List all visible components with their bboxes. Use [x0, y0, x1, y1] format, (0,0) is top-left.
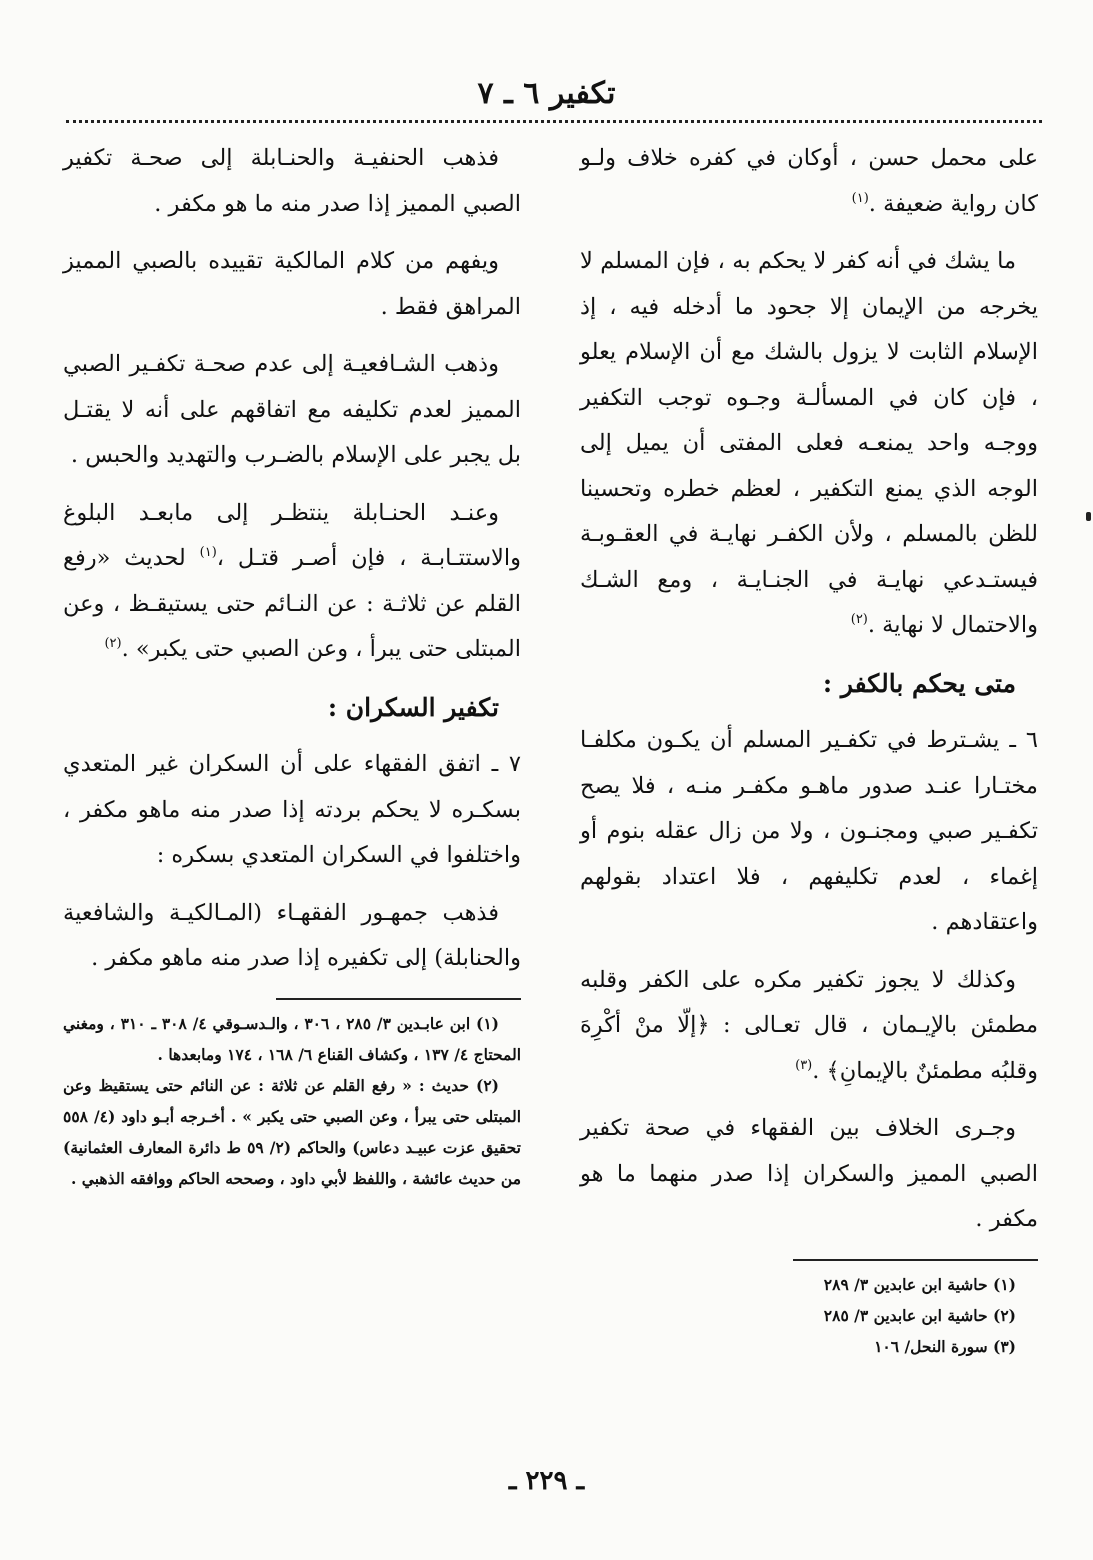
scan-edge-mark [1086, 512, 1091, 521]
footnote-ref: (٣) [795, 1057, 813, 1073]
left-column [63, 136, 521, 1194]
footnote-ref: (٢) [104, 636, 122, 651]
footnote: (٢) حديث : « رفع القلم عن ثلاثة : عن النائم حتى يستقيظ وعن المبتلى حتى يبرأ ، وعن الصبي حتى يكبر » . أخـرجه أبـو داود (٤/ ٥٥٨ تحقيق عزت عبيـد دعاس) والحاكم (٢/ ٥٩ ط دائرة المعارف العثمانية) من حديث عائشة ، واللفظ لأبي داود ، وصححه الحاكم ووافقه الذهبي . [63, 1075, 521, 1188]
footnote: (١) حاشية ابن عابدين ٣/ ٢٨٩ [823, 1274, 1016, 1294]
page-number: ـ ٢٢٩ ـ [508, 1466, 585, 1496]
paragraph: على محمل حسن ، أوكان في كفره خلاف ولـو كان رواية ضعيفة .$^{(١)}$ [580, 145, 1038, 217]
header-dotted-rule [66, 120, 1042, 123]
footnote: (٣) سورة النحل/ ١٠٦ [874, 1336, 1016, 1356]
paragraph: ويفهم من كلام المالكية تقييده بالصبي المميز المراهق فقط . [63, 248, 521, 320]
right-column [580, 136, 1038, 1362]
footnote-ref: (١) [199, 545, 217, 560]
footnote-divider [793, 1259, 1038, 1261]
paragraph: فذهب جمهـور الفقهـاء (المـالكيـة والشافعية والحنابلة) إلى تكفيره إذا صدر منه ماهو مكفر . [63, 899, 521, 971]
paragraph: فذهب الحنفيـة والحنـابلة إلى صحـة تكفير الصبي المميز إذا صدر منه ما هو مكفر . [63, 145, 521, 217]
paragraph: وعنـد الحنـابلة ينتظـر إلى مابعـد البلوغ والاستتـابـة ، فإن أصـر قتـل ،$^{(١)}$ لحديث «رفع القلم عن ثلاثـة : عن النـائم حتى يستيقـظ ، وعن المبتلى حتى يبرأ ، وعن الصبي حتى يكبر» .$^{(٢)}$ [63, 499, 521, 662]
footnotes [63, 1008, 521, 1194]
paragraph: ما يشك في أنه كفر لا يحكم به ، فإن المسلم لا يخرجه من الإيمان إلا جحود ما أدخله فيه ، إذ الإسلام الثابت لا يزول بالشك مع أن الإسلام يعلو ، فإن كان في المسألـة وجـوه توجب التكفير ووجـه واحد يمنعـه فعلى المفتى أن يميل إلى الوجه الذي يمنع التكفير ، لعظم خطره وتحسينا للظن بالمسلم ، ولأن الكفـر نهايـة في العقـوبـة فيستـدعي نهايـة في الجنـايـة ، ومع الشـك والاحتمال لا نهاية .$^{(٢)}$ [580, 248, 1038, 638]
footnote: (٢) حاشية ابن عابدين ٣/ ٢٨٥ [823, 1305, 1016, 1325]
paragraph: وذهب الشـافعيـة إلى عدم صحـة تكفـير الصبي المميز لعدم تكليفه مع اتفاقهم على أنه لا يقتـل بل يجبر على الإسلام بالضـرب والتهديد والحبس . [63, 351, 521, 468]
footnote-divider [276, 998, 521, 1000]
paragraph: ٧ ـ اتفق الفقهاء على أن السكران غير المتعدي بسكـره لا يحكم بردته إذا صدر منه ماهو مكفر ، واختلفوا في السكران المتعدي بسكره : [63, 751, 521, 868]
page-header-title: تكفير ٦ ـ ٧ [477, 76, 616, 111]
footnote-ref: (٢) [850, 612, 868, 627]
footnote: (١) ابن عابـدين ٣/ ٢٨٥ ، ٣٠٦ ، والـدسـوقي ٤/ ٣٠٨ ـ ٣١٠ ، ومغني المحتاج ٤/ ١٣٧ ، وكشاف القناع ٦/ ١٦٨ ، ١٧٤ ومابعدها . [63, 1013, 521, 1064]
section-heading: تكفير السكران : [327, 692, 499, 722]
paragraph: وكذلك لا يجوز تكفير مكره على الكفر وقلبه مطمئن بالإيـمان ، قال تعـالى : ﴿إلّا منْ أكْرِهَ وقلبُه مطمئنٌ بالإيمانِ﴾ .$^{(٣)}$ [580, 966, 1038, 1084]
footnote-ref: (١) [851, 190, 869, 206]
section-heading: متى يحكم بالكفر : [822, 668, 1016, 698]
paragraph: ٦ ـ يشـترط في تكفـير المسلم أن يكـون مكلفـا مختـارا عنـد صدور ماهـو مكفـر منـه ، فلا يصح تكفـير صبي ومجنـون ، ولا من زال عقله بنوم أو إغماء ، لعدم تكليفهم ، فلا اعتداد بقولهم واعتقادهم . [580, 727, 1038, 935]
paragraph: وجـرى الخلاف بين الفقهاء في صحة تكفير الصبي المميز والسكران إذا صدر منهما ما هو مكفر . [580, 1115, 1038, 1232]
footnotes [580, 1269, 1038, 1362]
